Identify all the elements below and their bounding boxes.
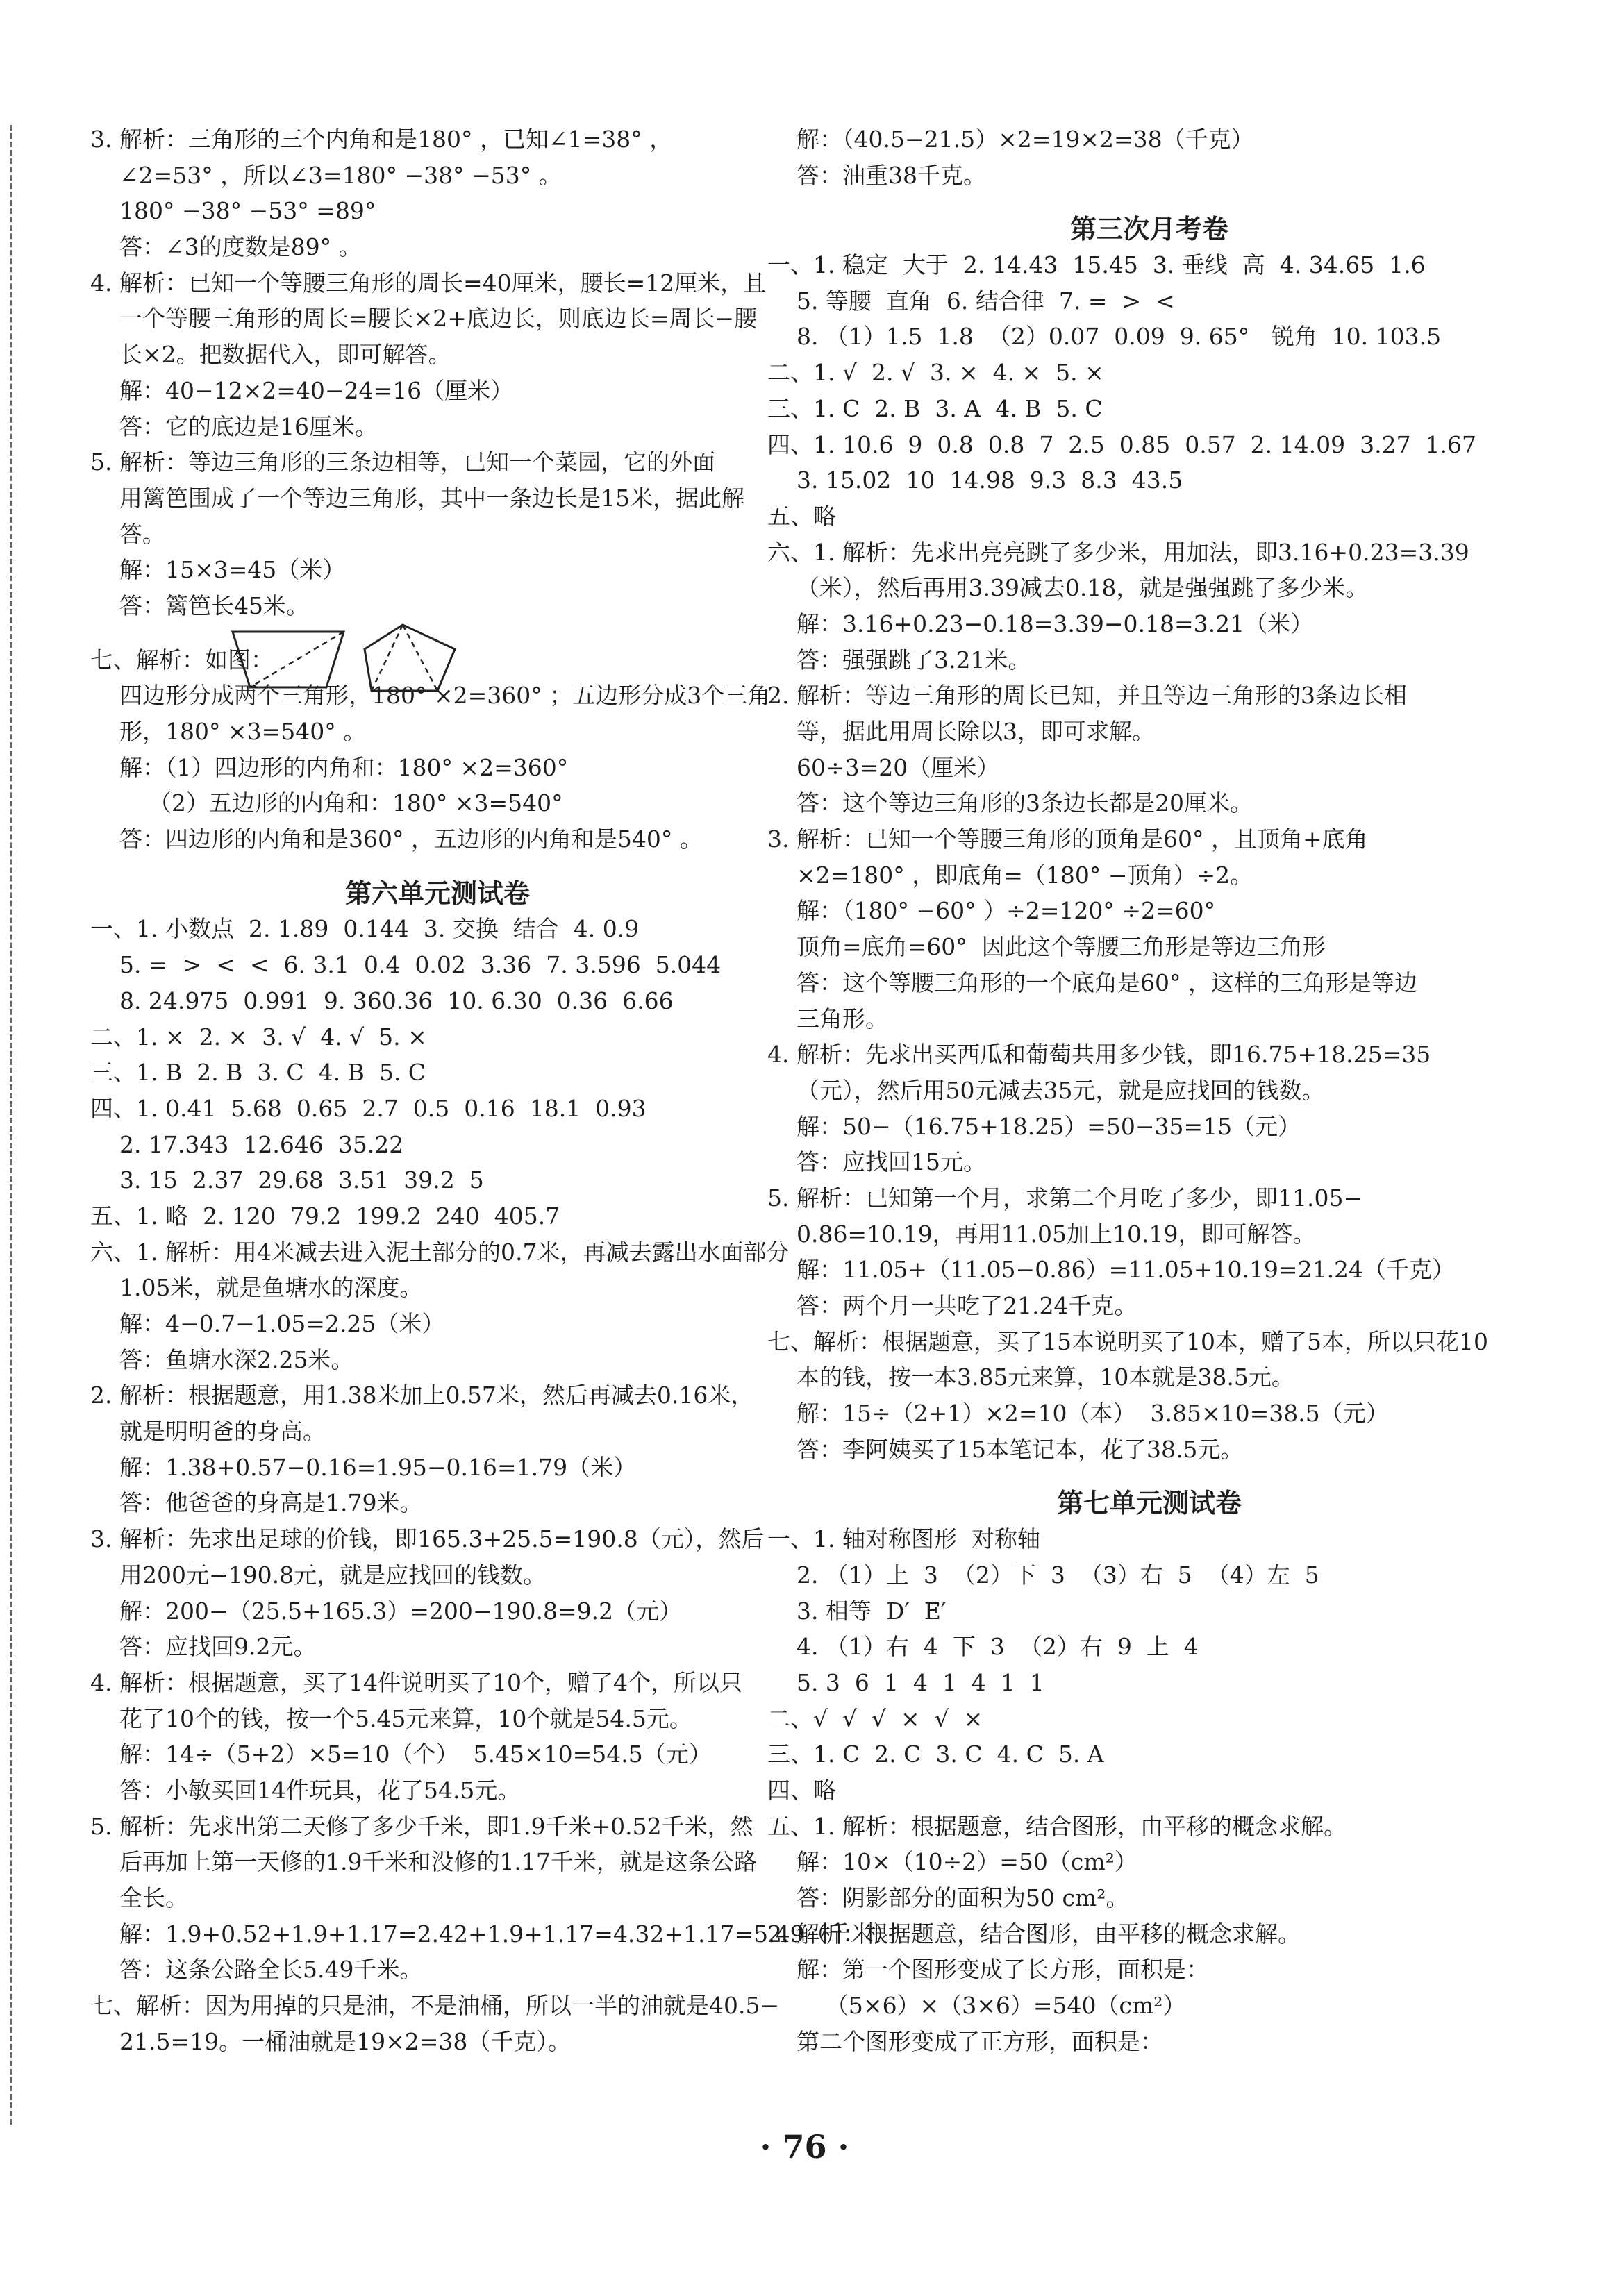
text-line: 五、1. 解析：根据题意，结合图形，由平移的概念求解。 — [767, 1812, 1347, 1840]
text-line: 五、略 — [767, 502, 836, 530]
pentagon-figure — [365, 625, 455, 691]
text-line: 解：50−（16.75+18.25）=50−35=15（元） — [767, 1112, 1301, 1140]
text-line: 七、解析：根据题意，买了15本说明买了10本，赠了5本，所以只花10 — [767, 1327, 1488, 1355]
text-line: 答：应找回9.2元。 — [90, 1633, 317, 1661]
text-line: 解：14÷（5+2）×5=10（个） 5.45×10=54.5（元） — [90, 1741, 712, 1768]
text-line: 答：四边形的内角和是360° ，五边形的内角和是540° 。 — [90, 826, 703, 853]
text-line: 解：1.38+0.57−0.16=1.95−0.16=1.79（米） — [90, 1453, 637, 1481]
text-line: 解：（40.5−21.5）×2=19×2=38（千克） — [767, 126, 1254, 153]
text-line: 三、1. C 2. B 3. A 4. B 5. C — [767, 394, 1103, 422]
text-line: 5. 解析：等边三角形的三条边相等，已知一个菜园，它的外面 — [90, 449, 715, 476]
text-line: 四、1. 10.6 9 0.8 0.8 7 2.5 0.85 0.57 2. 14.09 3.27 1.67 — [767, 430, 1477, 458]
text-line: 一、1. 轴对称图形 对称轴 — [767, 1525, 1040, 1553]
text-line: 顶角=底角=60° 因此这个等腰三角形是等边三角形 — [767, 933, 1326, 961]
text-line: 答：油重38千克。 — [767, 161, 986, 189]
text-line: 解：200−（25.5+165.3）=200−190.8=9.2（元） — [90, 1597, 683, 1625]
text-line: （元），然后用50元减去35元，就是应找回的钱数。 — [767, 1076, 1325, 1104]
text-line: 答：小敏买回14件玩具，花了54.5元。 — [90, 1776, 521, 1804]
text-line: 本的钱，按一本3.85元来算，10本就是38.5元。 — [767, 1364, 1294, 1391]
text-line: 解：40−12×2=40−24=16（厘米） — [90, 376, 514, 404]
text-line: 二、√ √ √ × √ × — [767, 1704, 983, 1732]
text-line: 答：这个等边三角形的3条边长都是20厘米。 — [767, 789, 1253, 817]
text-line: 3. 解析：三角形的三个内角和是180° ，已知∠1=38° ， — [90, 126, 673, 153]
text-line: 长×2。把数据代入，即可解答。 — [90, 341, 451, 369]
text-line: 二、1. √ 2. √ 3. × 4. × 5. × — [767, 359, 1104, 387]
text-line: 四边形分成两个三角形，180° ×2=360° ；五边形分成3个三角 — [90, 682, 771, 710]
text-line: （米），然后再用3.39减去0.18，就是强强跳了多少米。 — [767, 574, 1369, 602]
text-line: 五、1. 略 2. 120 79.2 199.2 240 405.7 — [90, 1202, 560, 1230]
text-line: 180° −38° −53° =89° — [90, 197, 376, 225]
text-line: 一、1. 稳定 大于 2. 14.43 15.45 3. 垂线 高 4. 34.65 1.6 — [767, 251, 1426, 279]
text-line: 七、解析：因为用掉的只是油，不是油桶，所以一半的油就是40.5− — [90, 1992, 780, 2020]
text-line: 二、1. × 2. × 3. √ 4. √ 5. × — [90, 1023, 427, 1050]
text-line: 2. 17.343 12.646 35.22 — [90, 1130, 404, 1158]
text-line: 四、略 — [767, 1776, 836, 1804]
text-line: 解：10×（10÷2）=50（cm²） — [767, 1848, 1137, 1876]
section-heading: 第六单元测试卷 — [344, 877, 530, 909]
text-line: 全长。 — [90, 1884, 188, 1911]
text-line: 解：3.16+0.23−0.18=3.39−0.18=3.21（米） — [767, 610, 1314, 637]
text-line: 答：鱼塘水深2.25米。 — [90, 1346, 354, 1373]
text-line: ∠2=53° ，所以∠3=180° −38° −53° 。 — [90, 161, 562, 189]
text-line: 5. = > < < 6. 3.1 0.4 0.02 3.36 7. 3.596 5.044 — [90, 951, 722, 979]
text-line: 一个等腰三角形的周长=腰长×2+底边长，则底边长=周长−腰 — [90, 305, 758, 333]
text-line: 2. 解析：等边三角形的周长已知，并且等边三角形的3条边长相 — [767, 682, 1407, 710]
text-line: 5. 3 6 1 4 1 4 1 1 — [767, 1668, 1044, 1696]
text-line: 5. 等腰 直角 6. 结合律 7. = > < — [767, 287, 1175, 315]
text-line: 21.5=19。一桶油就是19×2=38（千克）。 — [90, 2027, 571, 2055]
polygon-figures — [229, 621, 472, 698]
text-line: 解：15×3=45（米） — [90, 556, 346, 584]
text-line: 解：1.9+0.52+1.9+1.17=2.42+1.9+1.17=4.32+1.17=5.49（千米） — [90, 1920, 897, 1947]
text-line: 答：阴影部分的面积为50 cm²。 — [767, 1884, 1129, 1911]
text-line: 60÷3=20（厘米） — [767, 753, 1000, 781]
spacer — [767, 193, 1531, 211]
text-line: 六、1. 解析：先求出亮亮跳了多少米，用加法，即3.16+0.23=3.39 — [767, 538, 1469, 566]
text-line: 解：15÷（2+1）×2=10（本） 3.85×10=38.5（元） — [767, 1400, 1389, 1427]
page-number: · 76 · — [760, 2128, 849, 2165]
text-line: 等，据此用周长除以3，即可求解。 — [767, 718, 1155, 745]
text-line: 花了10个的钱，按一个5.45元来算，10个就是54.5元。 — [90, 1704, 692, 1732]
text-line: 答：他爸爸的身高是1.79米。 — [90, 1489, 423, 1517]
text-line: 后再加上第一天修的1.9千米和没修的1.17千米，就是这条公路 — [90, 1848, 757, 1876]
text-line: 8. 24.975 0.991 9. 360.36 10. 6.30 0.36 6.66 — [90, 987, 674, 1014]
text-line: 答：两个月一共吃了21.24千克。 — [767, 1292, 1137, 1319]
section-heading: 第三次月考卷 — [1069, 213, 1228, 245]
spacer — [90, 857, 785, 875]
text-line: 4. 解析：先求出买西瓜和葡萄共用多少钱，即16.75+18.25=35 — [767, 1041, 1431, 1069]
text-line: ×2=180° ，即底角=（180° −顶角）÷2。 — [767, 861, 1253, 889]
text-line: 答：强强跳了3.21米。 — [767, 646, 1031, 673]
text-line: 答：李阿姨买了15本笔记本，花了38.5元。 — [767, 1435, 1244, 1463]
quadrilateral-figure — [233, 632, 344, 687]
text-line: 解：4−0.7−1.05=2.25（米） — [90, 1310, 445, 1337]
text-line: 3. 解析：已知一个等腰三角形的顶角是60° ，且顶角+底角 — [767, 826, 1368, 853]
text-line: 答：它的底边是16厘米。 — [90, 412, 378, 440]
text-line: 答：应找回15元。 — [767, 1148, 986, 1176]
text-line: 解：（180° −60° ）÷2=120° ÷2=60° — [767, 897, 1216, 925]
text-line: 4. 解析：根据题意，买了14件说明买了10个，赠了4个，所以只 — [90, 1668, 742, 1696]
text-line: 就是明明爸的身高。 — [90, 1418, 326, 1446]
text-line: 2. 解析：根据题意，用1.38米加上0.57米，然后再减去0.16米， — [90, 1382, 754, 1409]
text-line: 4. （1）右 4 下 3 （2）右 9 上 4 — [767, 1633, 1199, 1661]
text-line: 2. （1）上 3 （2）下 3 （3）右 5 （4）左 5 — [767, 1561, 1319, 1589]
text-line: 3. 解析：先求出足球的价钱，即165.3+25.5=190.8（元），然后 — [90, 1525, 765, 1553]
text-line: 解：11.05+（11.05−0.86）=11.05+10.19=21.24（千克） — [767, 1256, 1456, 1284]
text-line: 答：∠3的度数是89° 。 — [90, 233, 362, 261]
right-column — [767, 121, 1531, 2059]
text-line: 解：第一个图形变成了长方形，面积是： — [767, 1956, 1209, 1984]
text-line: 形，180° ×3=540° 。 — [90, 718, 367, 745]
text-line: 答：篱笆长45米。 — [90, 592, 309, 619]
text-line: 5. 解析：先求出第二天修了多少千米，即1.9千米+0.52千米，然 — [90, 1812, 753, 1840]
text-line: 解：（1）四边形的内角和：180° ×2=360° — [90, 753, 569, 781]
text-line: 3. 相等 D′ E′ — [767, 1597, 947, 1625]
text-line: 答：这个等腰三角形的一个底角是60° ，这样的三角形是等边 — [767, 969, 1417, 996]
text-line: 用篱笆围成了一个等边三角形，其中一条边长是15米，据此解 — [90, 484, 744, 512]
text-line: 四、1. 0.41 5.68 0.65 2.7 0.5 0.16 18.1 0.93 — [90, 1094, 647, 1122]
text-line: 六、1. 解析：用4米减去进入泥土部分的0.7米，再减去露出水面部分 — [90, 1238, 790, 1266]
text-line: 三、1. C 2. C 3. C 4. C 5. A — [767, 1741, 1104, 1768]
text-line: 5. 解析：已知第一个月，求第二个月吃了多少，即11.05− — [767, 1184, 1363, 1212]
text-line: 4. 解析：已知一个等腰三角形的周长=40厘米，腰长=12厘米，且 — [90, 269, 767, 296]
text-line: （5×6）×（3×6）=540（cm²） — [767, 1992, 1186, 2020]
spacer — [767, 1467, 1531, 1485]
section-heading: 第七单元测试卷 — [1056, 1487, 1242, 1519]
text-line: 第二个图形变成了正方形，面积是： — [767, 2027, 1163, 2055]
text-line: 一、1. 小数点 2. 1.89 0.144 3. 交换 结合 4. 0.9 — [90, 915, 640, 943]
binding-dashed-line — [10, 125, 12, 2125]
text-line: 答。 — [90, 520, 165, 548]
text-line: 1.05米，就是鱼塘水的深度。 — [90, 1274, 423, 1302]
text-line: 2. 解析：根据题意，结合图形，由平移的概念求解。 — [767, 1920, 1301, 1947]
text-line: 用200元−190.8元，就是应找回的钱数。 — [90, 1561, 547, 1589]
text-line: 0.86=10.19，再用11.05加上10.19，即可解答。 — [767, 1220, 1316, 1248]
text-line: 8. （1）1.5 1.8 （2）0.07 0.09 9. 65° 锐角 10. 103.5 — [767, 323, 1442, 351]
text-line: 答：这条公路全长5.49千米。 — [90, 1956, 423, 1984]
text-line: 三角形。 — [767, 1005, 888, 1032]
text-line: 七、解析：如图： — [90, 646, 274, 673]
text-line: 三、1. B 2. B 3. C 4. B 5. C — [90, 1059, 426, 1087]
text-line: （2）五边形的内角和：180° ×3=540° — [90, 789, 563, 817]
text-line: 3. 15.02 10 14.98 9.3 8.3 43.5 — [767, 467, 1183, 494]
text-line: 3. 15 2.37 29.68 3.51 39.2 5 — [90, 1166, 484, 1194]
